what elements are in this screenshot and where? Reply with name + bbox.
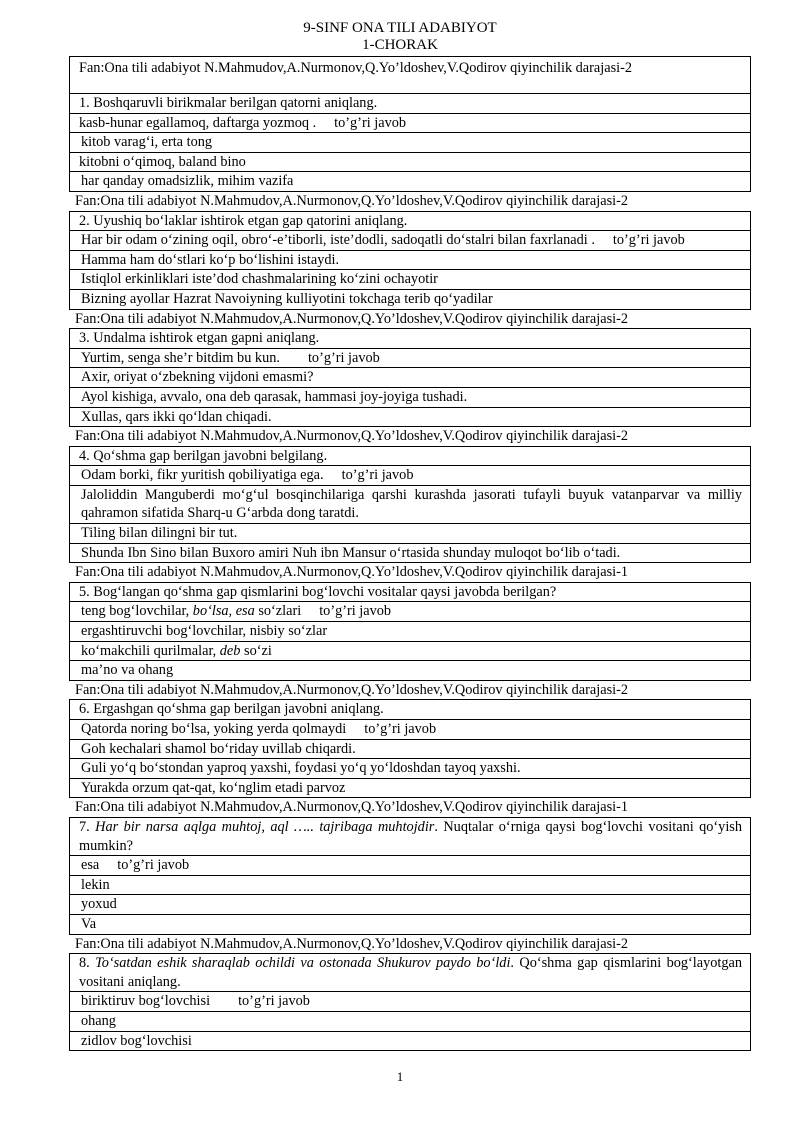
answer-3-d: Xullas, qars ikki qo‘ldan chiqadi. — [69, 408, 751, 428]
answer-4-c: Tiling bilan dilingni bir tut. — [69, 524, 751, 544]
answer-1-c: kitobni o‘qimoq, baland bino — [69, 153, 751, 173]
question-7: 7. Har bir narsa aqlga muhtoj, aql ….. tajribaga muhtojdir. Nuqtalar o‘rniga qaysi bog‘lovchi vositani qo‘yish mumkin? — [69, 817, 751, 856]
page-number: 1 — [396, 1069, 404, 1084]
subject-info-line: Fan:Ona tili adabiyot N.Mahmudov,A.Nurmonov,Q.Yo’ldoshev,V.Qodirov qiyinchilik darajasi-2 — [75, 428, 629, 445]
answer-1-a: kasb-hunar egallamoq, daftarga yozmoq . to’g’ri javob — [69, 114, 751, 134]
answer-6-d: Yurakda orzum qat-qat, ko‘nglim etadi parvoz — [69, 779, 751, 799]
correct-answer-mark: to’g’ri javob — [117, 857, 190, 874]
answer-4-d: Shunda Ibn Sino bilan Buxoro amiri Nuh ibn Mansur o‘rtasida shunday muloqot bo‘lib o‘tadi. — [69, 544, 751, 564]
question-4: 4. Qo‘shma gap berilgan javobni belgilang. — [69, 446, 751, 467]
subject-info-line: Fan:Ona tili adabiyot N.Mahmudov,A.Nurmonov,Q.Yo’ldoshev,V.Qodirov qiyinchilik darajasi-1 — [75, 564, 629, 581]
answer-7-b: lekin — [69, 876, 751, 896]
answer-2-d: Bizning ayollar Hazrat Navoiyning kulliyotini tokchaga terib qo‘yadilar — [69, 290, 751, 310]
correct-answer-mark: to’g’ri javob — [307, 349, 380, 366]
title-subject: 9-SINF ONA TILI ADABIYOT — [303, 20, 497, 36]
answer-6-b: Goh kechalari shamol bo‘riday uvillab chiqardi. — [69, 740, 751, 760]
question-5: 5. Bog‘langan qo‘shma gap qismlarini bog‘lovchi vositalar qaysi javobda berilgan? — [69, 582, 751, 603]
answer-5-b: ergashtiruvchi bog‘lovchilar, nisbiy so‘zlar — [69, 622, 751, 642]
answer-1-d: har qanday omadsizlik, mihim vazifa — [69, 172, 751, 192]
answer-3-b: Axir, oriyat o‘zbekning vijdoni emasmi? — [69, 368, 751, 388]
question-1: 1. Boshqaruvli birikmalar berilgan qatorni aniqlang. — [69, 94, 751, 114]
question-2: 2. Uyushiq bo‘laklar ishtirok etgan gap qatorini aniqlang. — [69, 211, 751, 232]
answer-6-a: Qatorda noring bo‘lsa, yoking yerda qolmaydi to’g’ri javob — [69, 720, 751, 740]
answer-5-a: teng bog‘lovchilar, bo‘lsa, esa so‘zlari to’g’ri javob — [69, 602, 751, 622]
answer-4-b: Jaloliddin Manguberdi mo‘g‘ul bosqinchilariga qarshi kurashda jasorati tufayli buyuk vatanparvar va milliy qahramon sifatida Sharq-u G‘arbda dong taratdi. — [69, 486, 751, 524]
question-6: 6. Ergashgan qo‘shma gap berilgan javobni aniqlang. — [69, 699, 751, 720]
answer-1-b: kitob varag‘i, erta tong — [69, 133, 751, 153]
answer-3-c: Ayol kishiga, avvalo, ona deb qarasak, hammasi joy-joyiga tushadi. — [69, 388, 751, 408]
answer-7-c: yoxud — [69, 895, 751, 915]
subject-info-line: Fan:Ona tili adabiyot N.Mahmudov,A.Nurmonov,Q.Yo’ldoshev,V.Qodirov qiyinchilik darajasi-2 — [75, 935, 629, 952]
correct-answer-mark: to’g’ri javob — [341, 467, 414, 484]
question-8: 8. To‘satdan eshik sharaqlab ochildi va ostonada Shukurov paydo bo‘ldi. Qo‘shma gap qismlarini bog‘layotgan vositani aniqlang. — [69, 953, 751, 992]
answer-2-b: Hamma ham do‘stlari ko‘p bo‘lishini istaydi. — [69, 251, 751, 271]
page-title — [0, 20, 800, 54]
subject-info-line: Fan:Ona tili adabiyot N.Mahmudov,A.Nurmonov,Q.Yo’ldoshev,V.Qodirov qiyinchilik darajasi-2 — [69, 56, 751, 94]
answer-5-d: ma’no va ohang — [69, 661, 751, 681]
test-content — [69, 56, 751, 1051]
answer-8-b: ohang — [69, 1012, 751, 1032]
answer-7-a: esa to’g’ri javob — [69, 856, 751, 876]
answer-5-c: ko‘makchili qurilmalar, deb so‘zi — [69, 642, 751, 662]
subject-info-line: Fan:Ona tili adabiyot N.Mahmudov,A.Nurmonov,Q.Yo’ldoshev,V.Qodirov qiyinchilik darajasi-2 — [75, 681, 629, 698]
answer-2-a: Har bir odam o‘zining oqil, obro‘-e’tiborli, iste’dodli, sadoqatli do‘stalri bilan faxrlanadi . to’g’ri javob — [69, 231, 751, 251]
correct-answer-mark: to’g’ri javob — [238, 993, 310, 1010]
answer-8-c: zidlov bog‘lovchisi — [69, 1032, 751, 1052]
correct-answer-mark: to’g’ri javob — [612, 232, 685, 249]
answer-3-a: Yurtim, senga she’r bitdim bu kun. to’g’ri javob — [69, 349, 751, 369]
title-quarter: 1-CHORAK — [362, 37, 438, 53]
subject-info-line: Fan:Ona tili adabiyot N.Mahmudov,A.Nurmonov,Q.Yo’ldoshev,V.Qodirov qiyinchilik darajasi-2 — [75, 192, 629, 209]
correct-answer-mark: to’g’ri javob — [334, 114, 407, 131]
subject-info-line: Fan:Ona tili adabiyot N.Mahmudov,A.Nurmonov,Q.Yo’ldoshev,V.Qodirov qiyinchilik darajasi-1 — [75, 799, 629, 816]
correct-answer-mark: to’g’ri javob — [319, 603, 392, 620]
answer-2-c: Istiqlol erkinliklari iste’dod chashmalarining ko‘zini ochayotir — [69, 270, 751, 290]
answer-6-c: Guli yo‘q bo‘stondan yaproq yaxshi, foydasi yo‘q yo‘ldoshdan tayoq yaxshi. — [69, 759, 751, 779]
subject-info-line: Fan:Ona tili adabiyot N.Mahmudov,A.Nurmonov,Q.Yo’ldoshev,V.Qodirov qiyinchilik darajasi-2 — [75, 310, 629, 327]
correct-answer-mark: to’g’ri javob — [364, 721, 437, 737]
answer-4-a: Odam borki, fikr yuritish qobiliyatiga ega. to’g’ri javob — [69, 466, 751, 486]
answer-8-a: biriktiruv bog‘lovchisi to’g’ri javob — [69, 992, 751, 1012]
answer-7-d: Va — [69, 915, 751, 935]
question-3: 3. Undalma ishtirok etgan gapni aniqlang. — [69, 328, 751, 349]
